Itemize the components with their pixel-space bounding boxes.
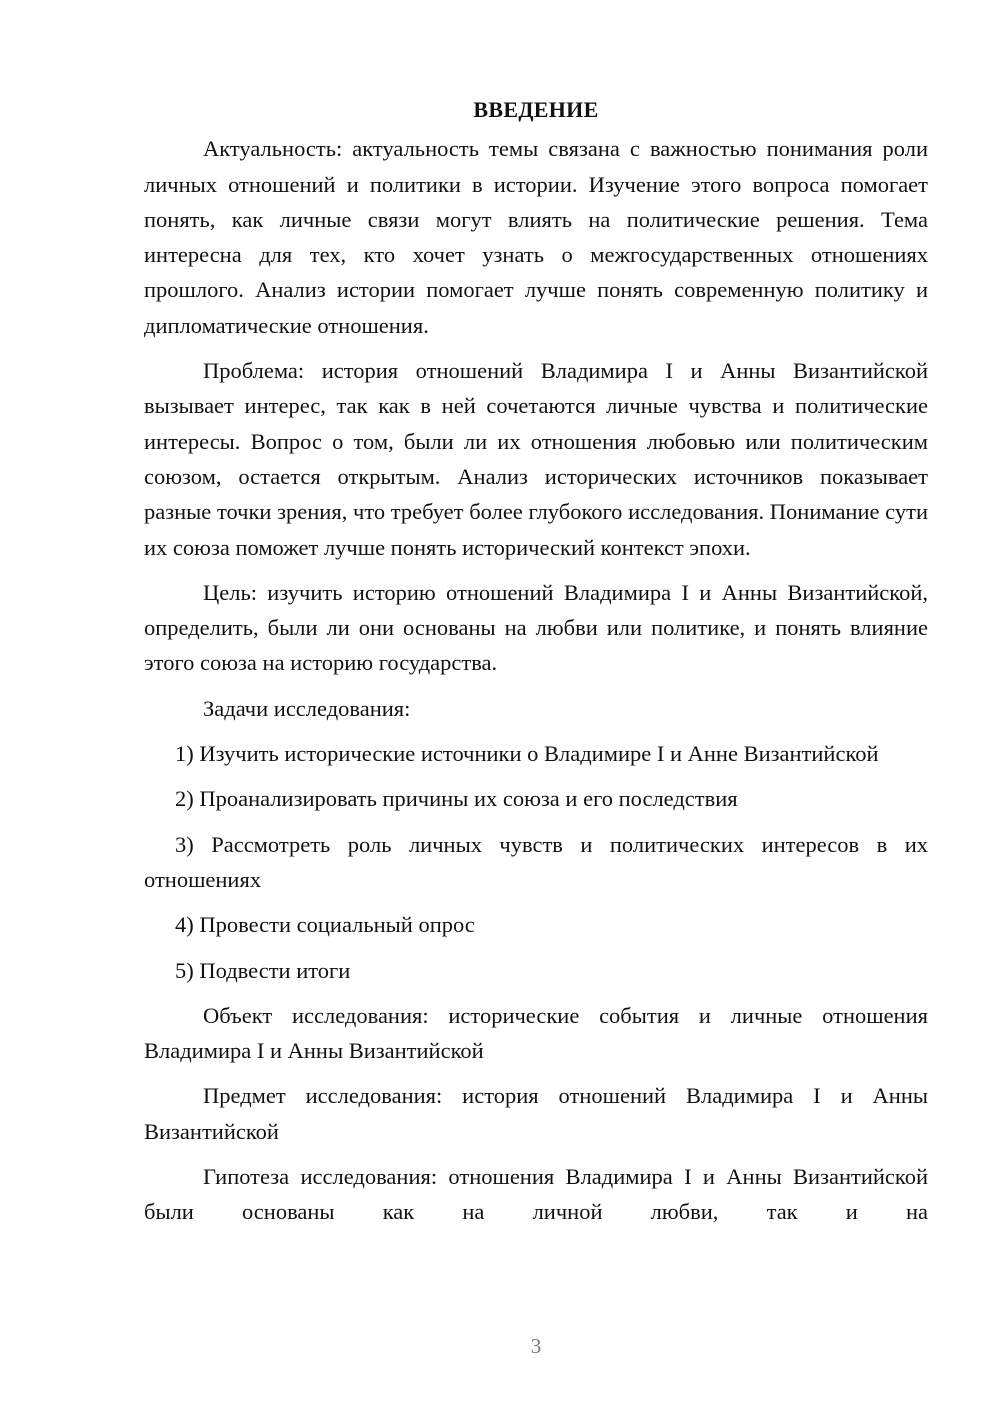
- task-item-1: 1) Изучить исторические источники о Владимире I и Анне Византийской: [175, 741, 879, 767]
- paragraph-goal: Цель: изучить историю отношений Владимира I и Анны Византийской, определить, были ли они основаны на любви или политике, и понять влияние этого союза на историю государства.: [144, 579, 928, 676]
- task-item-4: 4) Провести социальный опрос: [175, 912, 475, 938]
- task-item-5: 5) Подвести итоги: [175, 957, 351, 983]
- page-content: [144, 92, 928, 1230]
- tasks-heading: Задачи исследования:: [203, 695, 411, 721]
- paragraph-subject: Предмет исследования: история отношений Владимира I и Анны Византийской: [144, 1083, 928, 1144]
- paragraph-relevance: Актуальность: актуальность темы связана с важностью понимания роли личных отношений и политики в истории. Изучение этого вопроса помогает понять, как личные связи могут влиять на политические решения. Тема интересна для тех, кто хочет узнать о межгосударственных отношениях прошлого. Анализ истории помогает лучше понять современную политику и дипломатические отношения.: [144, 136, 928, 338]
- task-item-3: 3) Рассмотреть роль личных чувств и политических интересов в их отношениях: [144, 831, 928, 892]
- task-item-2: 2) Проанализировать причины их союза и его последствия: [175, 786, 738, 812]
- page-number: 3: [530, 1334, 542, 1358]
- paragraph-hypothesis: Гипотеза исследования: отношения Владимира I и Анны Византийской были основаны как на личной любви, так и на: [144, 1164, 928, 1225]
- paragraph-object: Объект исследования: исторические события и личные отношения Владимира I и Анны Византийской: [144, 1002, 928, 1064]
- paragraph-problem: Проблема: история отношений Владимира I и Анны Византийской вызывает интерес, так как в ней сочетаются личные чувства и политические интересы. Вопрос о том, были ли их отношения любовью или политическим союзом, остается открытым. Анализ исторических источников показывает разные точки зрения, что требует более глубокого исследования. Понимание сути их союза поможет лучше понять исторический контекст эпохи.: [144, 358, 928, 560]
- section-title: ВВЕДЕНИЕ: [473, 97, 599, 122]
